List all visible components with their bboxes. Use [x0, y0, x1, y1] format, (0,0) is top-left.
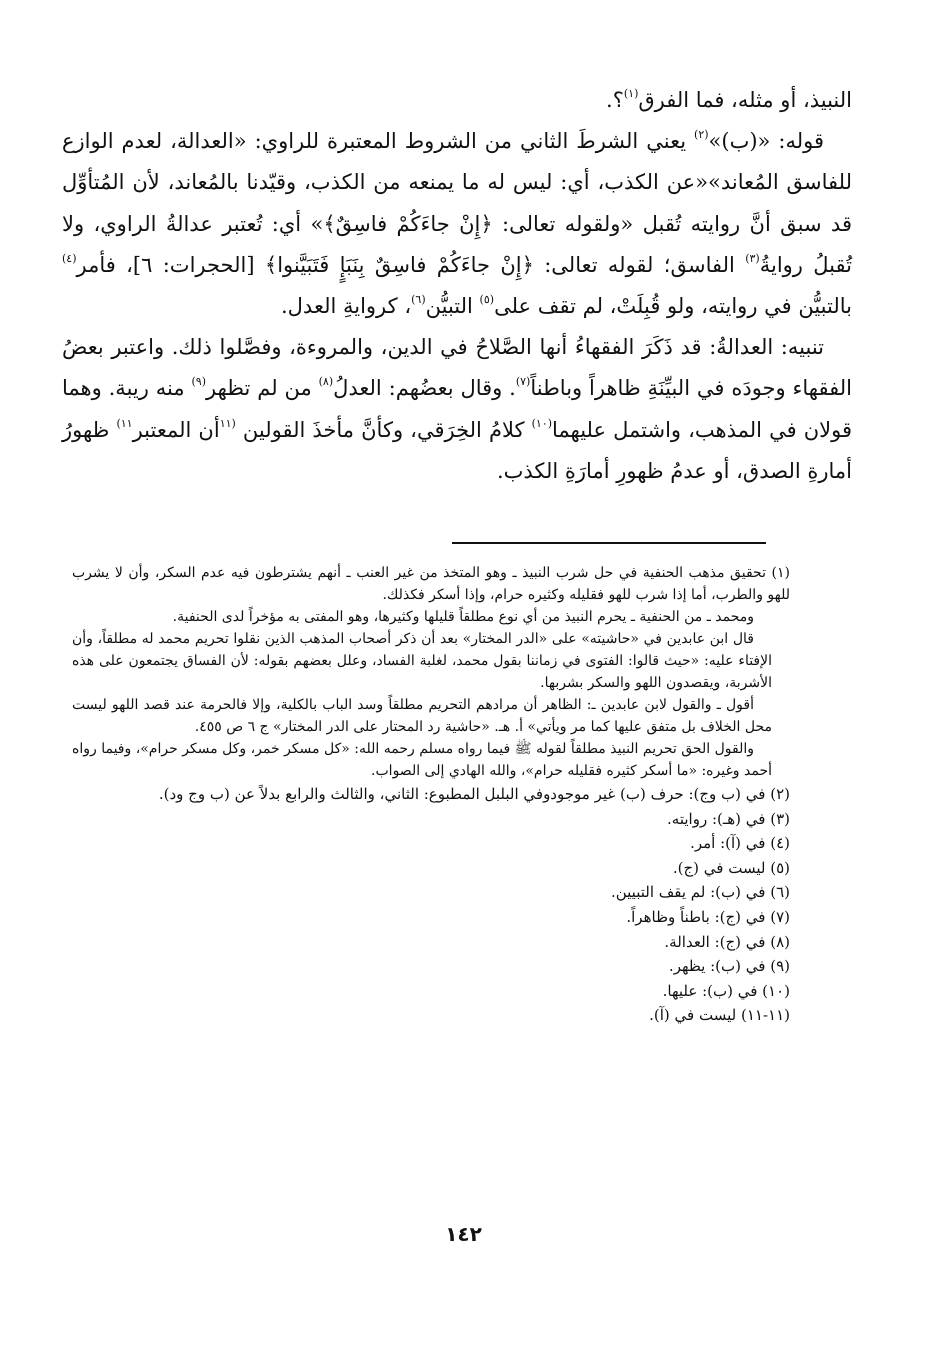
tanbih-part-a: تنبيه: العدالةُ: قد ذَكَرَ الفقهاءُ أنها الصَّلاحُ في الدين، والمروءة، وفصَّلوا ذلك. واعتبر بعضُ الفقهاء وجودَه في البيِّنَةِ ظاهراً وباطناً — [62, 335, 852, 401]
footnote-11: (١١-١١) ليست في (آ). — [649, 1006, 790, 1025]
footnote-5: (٥) ليست في (ج). — [672, 858, 790, 877]
main-line-3: يعني الشرطَ الثاني من الشروط المعتبرة للراوي: «العدالة، لعدم الوازع للفاسق المُعاند»«عن الكذب، أي: ليس له ما يمنعه من الكذب، وقيّدنا بالمُعاند، لأن المُتأوِّل قد سبق أنَّ روايته تُقبل «ولقوله تعالى: ﴿إِنْ جاءَكُمْ فاسِقٌ﴾» أي: تُعتبر عدالةُ الراوي، ولا تُقبلُ روايةُ — [62, 129, 852, 277]
tanbih-part-d: منه ريبة. وهما قولان في المذهب، واشتمل عليهما — [62, 376, 852, 442]
tanbih-part-b: . وقال بعضُهم: العدلُ — [333, 376, 516, 401]
footnote-4: (٤) في (آ): أمر. — [690, 834, 790, 853]
footnotes — [72, 562, 790, 1028]
main-line-1: النبيذ، أو مثله، فما الفرق — [638, 88, 852, 112]
footnote-divider — [452, 542, 766, 544]
footnote-ref-11-close: ١١) — [116, 416, 133, 430]
footnote-ref-7: (٧) — [515, 375, 531, 389]
footnote-1-para-4: أقول ـ والقول لابن عابدين ـ: الظاهر أن مرادهم التحريم مطلقاً وسد الباب بالكلية، وإلا فالحرمة عند قصد اللهو ليست محل الخلاف بل متفق عليها كما مر ويأتي» أ. هـ. «حاشية رد المحتار على الدر المختار» ج ٦ ص ٤٥٥. — [72, 697, 772, 735]
footnote-ref-11-open: (١١ — [219, 416, 236, 430]
footnote-ref-3: (٣) — [745, 251, 760, 265]
footnote-ref-1: (١) — [623, 87, 639, 100]
footnote-ref-2: (٢) — [694, 128, 709, 142]
main-paragraph-2 — [62, 121, 852, 327]
footnote-7: (٧) في (ج): باطناً وظاهراً. — [626, 907, 790, 926]
main-paragraph-3 — [62, 327, 852, 492]
footnote-ref-9: (٩) — [191, 375, 207, 389]
main-paragraph-1: النبيذ، أو مثله، فما الفرق$^{(١)}$؟. — [606, 87, 852, 112]
footnote-ref-6: (٦) — [411, 293, 426, 307]
tanbih-part-c: من لم تظهر — [206, 376, 312, 401]
main-line-2: قوله: «(ب)» — [708, 129, 824, 154]
footnote-1-para-3: قال ابن عابدين في «حاشيته» على «الدر المختار» بعد أن ذكر أصحاب المذهب الذين نقلوا تحريم محمد له مطلقاً، وأن الإفتاء عليه: «حيث قالوا: الفتوى في زماننا بقول محمد، لغلبة الفساد، وعلل بعضهم بقوله: لأن الفساق يجتمعون على هذه الأشربة، ويقصدون اللهو والسكر بشربها. — [72, 631, 773, 691]
footnote-3: (٣) في (هـ): روايته. — [667, 809, 790, 828]
main-line-6: التبيُّن — [425, 294, 473, 319]
footnote-1-para-5: والقول الحق تحريم النبيذ مطلقاً لقوله ﷺ فيما رواه مسلم رحمه الله: «كل مسكر خمر، وكل مسكر حرام»، وفيما رواه أحمد وغيره: «ما أسكر كثيره فقليله حرام»، والله الهادي إلى الصواب. — [72, 741, 772, 779]
tanbih-part-f: أن المعتبر — [132, 417, 220, 442]
footnote-1-para-1: (١) تحقيق مذهب الحنفية في حل شرب النبيذ ـ وهو المتخذ من غير العنب ـ أنهم يشترطون فيه عدم السكر، وأن لا يشرب للهو والطرب، أما إذا شرب للهو فقليله وكثيره حرام، وإذا أسكر فكذلك. — [72, 565, 790, 603]
main-line-5: بالتبيُّن في روايته، ولو قُبِلَتْ، لم تقف على — [494, 294, 852, 319]
main-line-4: الفاسق؛ لقوله تعالى: ﴿إِنْ جاءَكُمْ فاسِقٌ بِنَبَإٍ فَتَبَيَّنوا﴾ [الحجرات: ٦]، فأمر — [76, 252, 735, 277]
footnote-ref-5: (٥) — [479, 293, 495, 307]
main-line-7: ، كروايةِ العدل. — [280, 294, 412, 319]
tanbih-part-e: كلامُ الخِرَقي، وكأنَّ مأخذَ القولين — [242, 417, 525, 442]
footnote-ref-4: (٤) — [62, 251, 77, 265]
main-text — [62, 80, 852, 492]
footnote-6: (٦) في (ب): لم يقف التبيين. — [610, 883, 790, 902]
tanbih-part-g: ظهورُ أمارةِ الصدق، أو عدمُ ظهورِ أمارَةِ الكذب. — [62, 417, 852, 483]
footnote-1-para-2: ومحمد ـ من الحنفية ـ يحرم النبيذ من أي نوع مطلقاً قليلها وكثيرها، وهو المفتى به مؤخراً لدى الحنفية. — [172, 609, 754, 625]
footnote-list — [72, 782, 790, 1028]
footnote-8: (٨) في (ج): العدالة. — [664, 932, 790, 951]
footnote-ref-10: (١٠) — [531, 416, 552, 430]
footnote-10: (١٠) في (ب): عليها. — [662, 981, 790, 1000]
page-number: ١٤٢ — [445, 1222, 482, 1246]
footnote-ref-8: (٨) — [318, 375, 334, 389]
footnote-9: (٩) في (ب): يظهر. — [668, 957, 790, 976]
footnote-2: (٢) في (ب وج): حرف (ب) غير موجودوفي البلبل المطبوع: الثاني، والثالث والرابع بدلاً عن (ب وج ود). — [158, 785, 790, 803]
